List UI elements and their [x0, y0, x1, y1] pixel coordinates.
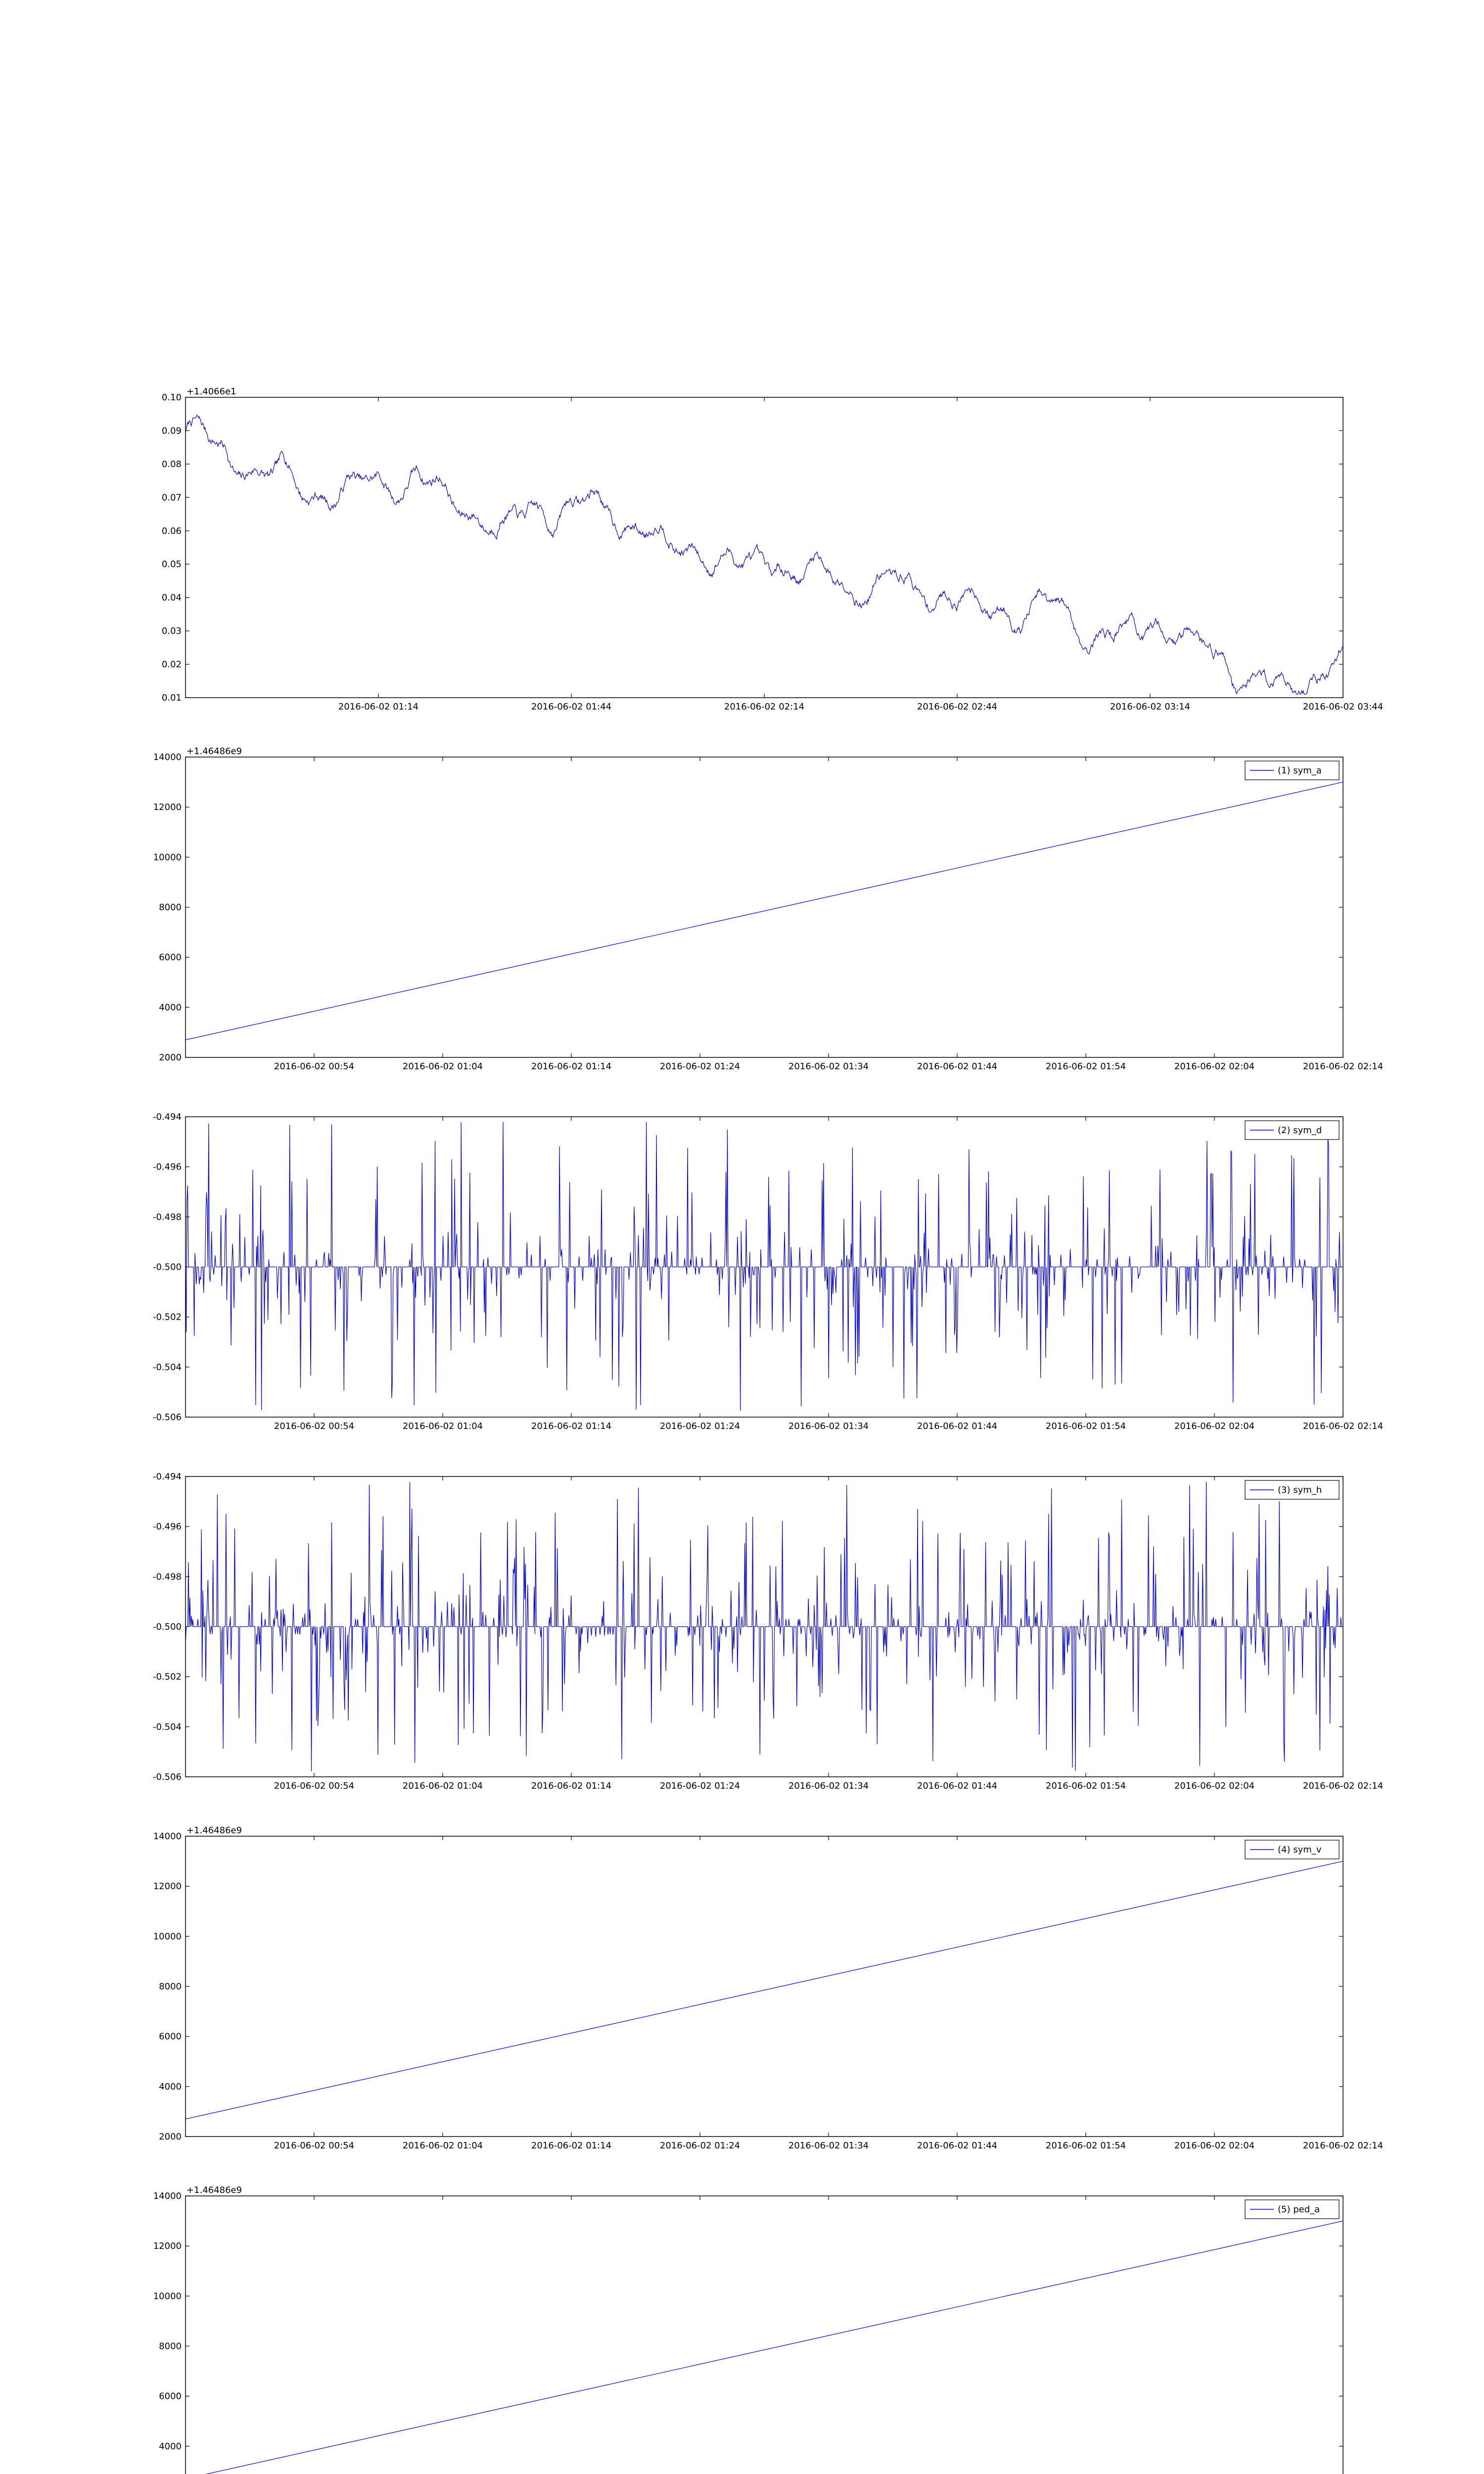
y-tick-label: 14000: [153, 2191, 182, 2201]
x-tick-label: 2016-06-02 02:14: [1302, 1781, 1384, 1791]
y-tick-label: -0.506: [152, 1412, 182, 1423]
chart-panel-1: [153, 746, 1383, 1072]
x-tick-label: 2016-06-02 01:04: [402, 1781, 483, 1791]
y-tick-label: 0.08: [161, 459, 182, 470]
x-tick-label: 2016-06-02 01:24: [659, 2141, 741, 2151]
x-tick-label: 2016-06-02 02:44: [917, 702, 998, 712]
x-tick-label: 2016-06-02 01:34: [788, 1061, 869, 1072]
x-tick-label: 2016-06-02 01:14: [531, 1061, 612, 1072]
y-tick-label: 0.10: [161, 392, 182, 403]
plot-frame: [186, 757, 1343, 1057]
series-line: [186, 415, 1343, 694]
y-tick-label: 2000: [159, 1052, 182, 1063]
x-tick-label: 2016-06-02 00:54: [274, 1781, 355, 1791]
y-tick-label: 2000: [159, 2132, 182, 2142]
x-tick-label: 2016-06-02 01:14: [338, 702, 419, 712]
legend-label: (4) sym_v: [1278, 1845, 1322, 1855]
legend: [1245, 1480, 1339, 1499]
y-tick-label: -0.496: [152, 1162, 182, 1173]
x-tick-label: 2016-06-02 02:14: [1302, 1061, 1384, 1072]
x-tick-label: 2016-06-02 00:54: [274, 1421, 355, 1431]
series-line: [186, 1861, 1343, 2119]
x-tick-label: 2016-06-02 01:44: [917, 1421, 998, 1431]
y-tick-label: -0.494: [152, 1472, 182, 1482]
x-tick-label: 2016-06-02 01:14: [531, 2141, 612, 2151]
y-tick-label: 0.02: [161, 659, 182, 670]
y-tick-label: -0.498: [152, 1571, 182, 1582]
x-tick-label: 2016-06-02 01:54: [1045, 2141, 1126, 2151]
plot-frame: [186, 1836, 1343, 2137]
x-tick-label: 2016-06-02 01:04: [402, 2141, 483, 2151]
legend: [1245, 1840, 1339, 1859]
y-tick-label: 6000: [159, 952, 182, 963]
x-tick-label: 2016-06-02 01:44: [531, 702, 612, 712]
y-tick-label: 10000: [153, 852, 182, 863]
x-tick-label: 2016-06-02 02:04: [1174, 1421, 1255, 1431]
x-tick-label: 2016-06-02 01:24: [659, 1421, 741, 1431]
y-tick-label: -0.498: [152, 1212, 182, 1223]
x-tick-label: 2016-06-02 01:54: [1045, 1421, 1126, 1431]
y-tick-label: 8000: [159, 902, 182, 913]
x-tick-label: 2016-06-02 01:24: [659, 1781, 741, 1791]
y-tick-label: 6000: [159, 2391, 182, 2402]
x-tick-label: 2016-06-02 01:04: [402, 1061, 483, 1072]
x-tick-label: 2016-06-02 01:34: [788, 2141, 869, 2151]
x-tick-label: 2016-06-02 01:14: [531, 1781, 612, 1791]
x-tick-label: 2016-06-02 00:54: [274, 2141, 355, 2151]
y-tick-label: 10000: [153, 1931, 182, 1942]
legend: [1245, 2200, 1339, 2219]
y-tick-label: 0.06: [161, 525, 182, 536]
x-tick-label: 2016-06-02 02:14: [1302, 2141, 1384, 2151]
y-tick-label: 0.01: [161, 693, 182, 703]
y-tick-label: -0.502: [152, 1312, 182, 1323]
y-tick-label: 4000: [159, 2441, 182, 2452]
y-tick-label: 10000: [153, 2291, 182, 2302]
y-tick-label: 14000: [153, 1831, 182, 1842]
series-line: [186, 782, 1343, 1040]
offset-text: +1.4066e1: [186, 386, 236, 397]
chart-panel-0: [162, 386, 1383, 712]
y-tick-label: 4000: [159, 2081, 182, 2092]
x-tick-label: 2016-06-02 02:14: [1302, 1421, 1384, 1431]
legend-label: (2) sym_d: [1278, 1125, 1322, 1136]
x-tick-label: 2016-06-02 01:14: [531, 1421, 612, 1431]
y-tick-label: 4000: [159, 1002, 182, 1013]
plot-frame: [186, 2196, 1343, 2474]
x-tick-label: 2016-06-02 01:44: [917, 1061, 998, 1072]
x-tick-label: 2016-06-02 02:04: [1174, 1781, 1255, 1791]
x-tick-label: 2016-06-02 01:34: [788, 1421, 869, 1431]
legend-label: (1) sym_a: [1278, 765, 1322, 776]
y-tick-label: 0.03: [161, 626, 182, 637]
y-tick-label: -0.500: [152, 1621, 182, 1632]
legend: [1245, 761, 1339, 780]
x-tick-label: 2016-06-02 01:54: [1045, 1061, 1126, 1072]
y-tick-label: 12000: [153, 1881, 182, 1892]
chart-panel-3: [153, 1472, 1383, 1791]
y-tick-label: 12000: [153, 802, 182, 813]
x-tick-label: 2016-06-02 01:24: [659, 1061, 741, 1072]
x-tick-label: 2016-06-02 02:04: [1174, 2141, 1255, 2151]
offset-text: +1.46486e9: [186, 1825, 242, 1836]
series-line: [186, 1482, 1343, 1771]
series-line: [186, 1122, 1343, 1411]
y-tick-label: 6000: [159, 2031, 182, 2042]
chart-panel-2: [153, 1112, 1383, 1431]
legend-label: (5) ped_a: [1278, 2204, 1320, 2215]
y-tick-label: -0.502: [152, 1671, 182, 1682]
x-tick-label: 2016-06-02 01:04: [402, 1421, 483, 1431]
x-tick-label: 2016-06-02 03:44: [1302, 702, 1384, 712]
y-tick-label: -0.504: [152, 1362, 182, 1373]
y-tick-label: -0.506: [152, 1772, 182, 1782]
y-tick-label: 0.07: [161, 492, 182, 503]
y-tick-label: 8000: [159, 1981, 182, 1992]
offset-text: +1.46486e9: [186, 746, 242, 757]
y-tick-label: -0.496: [152, 1522, 182, 1532]
y-tick-label: 0.05: [161, 559, 182, 570]
x-tick-label: 2016-06-02 03:14: [1110, 702, 1191, 712]
x-tick-label: 2016-06-02 01:44: [917, 1781, 998, 1791]
chart-panel-5: [153, 2185, 1383, 2474]
y-tick-label: -0.504: [152, 1721, 182, 1732]
x-tick-label: 2016-06-02 01:54: [1045, 1781, 1126, 1791]
x-tick-label: 2016-06-02 01:34: [788, 1781, 869, 1791]
y-tick-label: 0.09: [161, 426, 182, 436]
y-tick-label: -0.494: [152, 1112, 182, 1122]
y-tick-label: 8000: [159, 2341, 182, 2352]
legend-label: (3) sym_h: [1278, 1485, 1322, 1495]
offset-text: +1.46486e9: [186, 2185, 242, 2195]
y-tick-label: 14000: [153, 752, 182, 762]
series-line: [186, 2221, 1343, 2474]
plot-frame: [186, 397, 1343, 698]
y-tick-label: 0.04: [161, 592, 182, 603]
x-tick-label: 2016-06-02 00:54: [274, 1061, 355, 1072]
chart-panel-4: [153, 1825, 1383, 2151]
y-tick-label: -0.500: [152, 1262, 182, 1273]
x-tick-label: 2016-06-02 01:44: [917, 2141, 998, 2151]
x-tick-label: 2016-06-02 02:14: [724, 702, 805, 712]
legend: [1245, 1121, 1339, 1140]
y-tick-label: 12000: [153, 2241, 182, 2252]
x-tick-label: 2016-06-02 02:04: [1174, 1061, 1255, 1072]
